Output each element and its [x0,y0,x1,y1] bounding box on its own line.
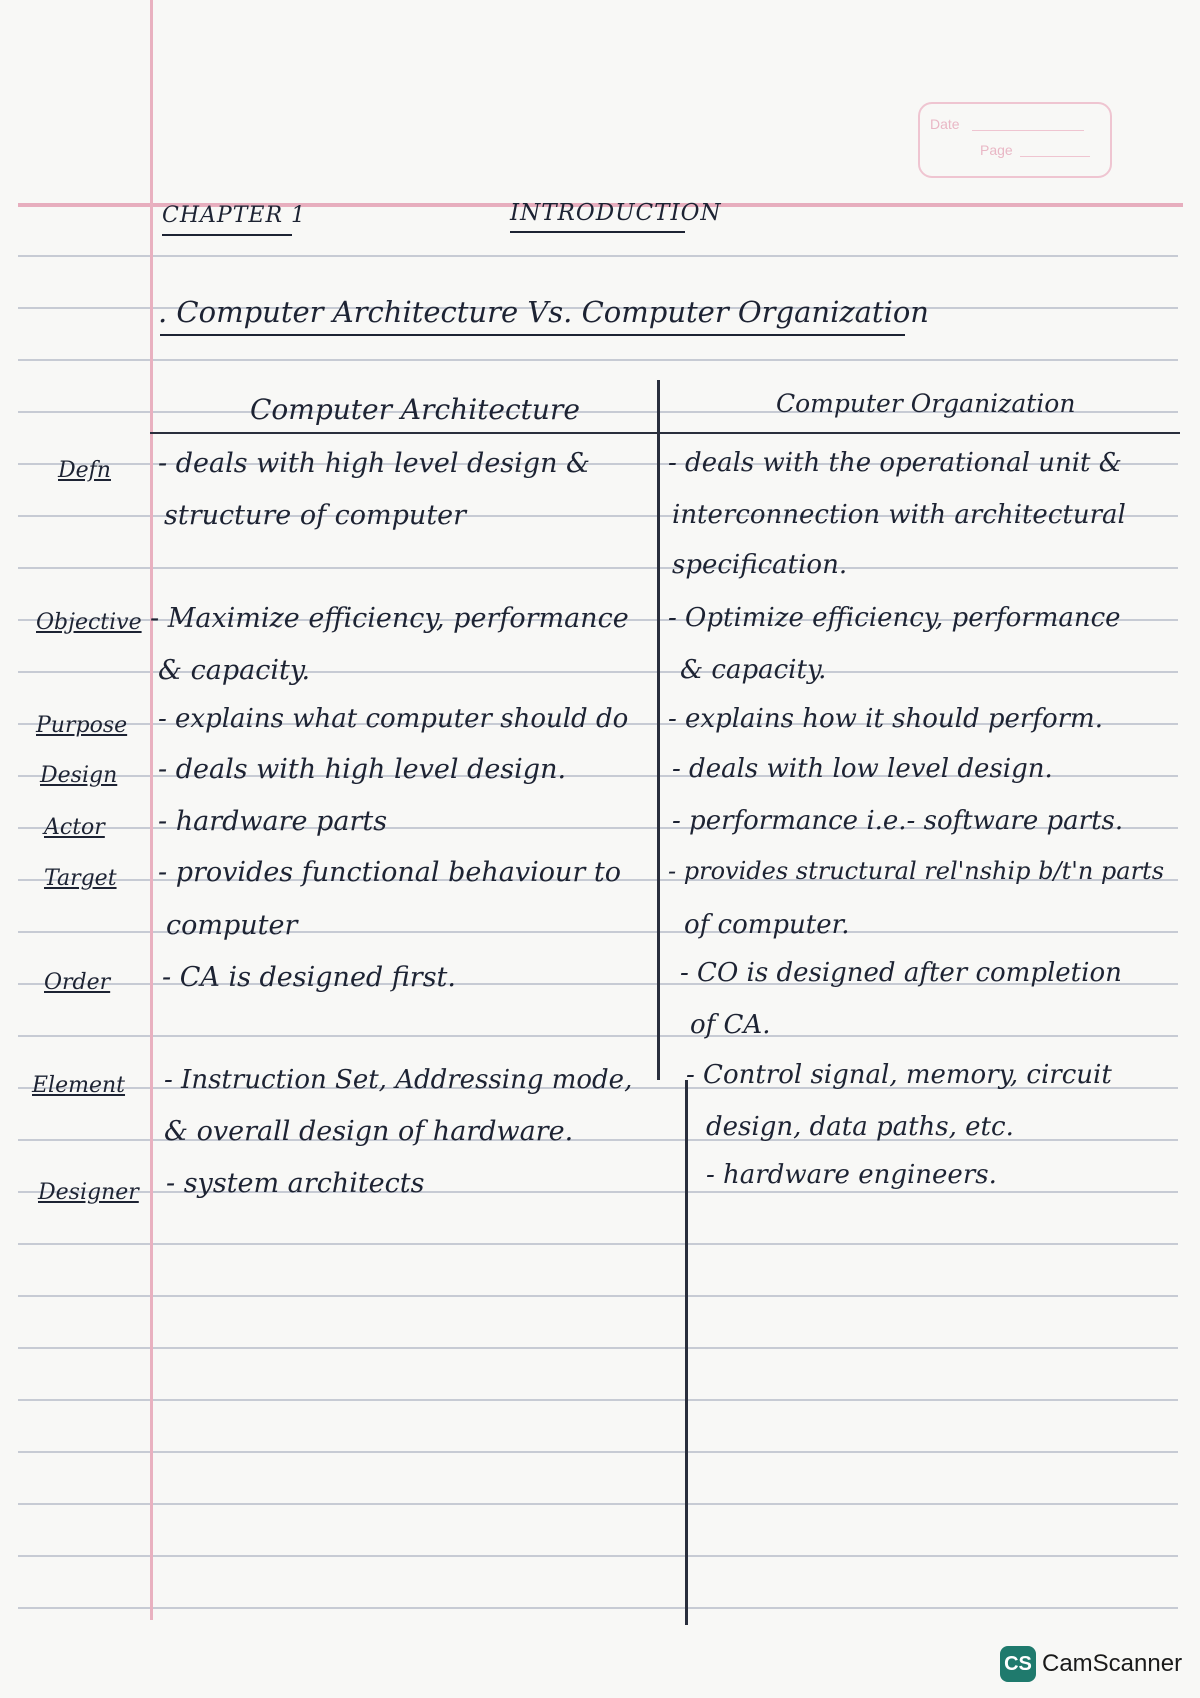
row-label: Target [44,866,117,891]
cell-organization: - CO is designed after completion [680,958,1122,988]
left-margin-line [150,0,153,1620]
cell-organization: - provides structural rel'nship b/t'n parts [668,857,1165,885]
row-label: Defn [58,458,111,483]
subtitle-underline [160,334,905,336]
cell-architecture: structure of computer [164,500,467,531]
cell-organization: design, data paths, etc. [706,1112,1014,1142]
camscanner-watermark [1000,1646,1182,1682]
date-label: Date [930,116,960,132]
cell-architecture: - hardware parts [158,806,388,837]
camscanner-icon: CS [1000,1646,1036,1682]
cell-architecture: - explains what computer should do [158,704,629,734]
ruled-line [18,1555,1178,1557]
ruled-line [18,255,1178,257]
cell-architecture: & overall design of hardware. [164,1116,574,1147]
column-header-architecture: Computer Architecture [250,393,580,426]
ruled-line [18,1399,1178,1401]
row-label: Element [32,1073,126,1098]
row-label: Order [44,970,111,995]
cell-organization: - Optimize efficiency, performance [668,603,1121,633]
page-label: Page [980,142,1013,158]
row-label: Purpose [36,713,128,738]
ruled-line [18,1035,1178,1037]
row-label: Objective [36,610,142,635]
cell-organization: - deals with the operational unit & [668,448,1122,478]
ruled-line [18,1607,1178,1609]
row-label: Design [40,763,118,788]
date-fill-line [972,130,1084,131]
section-subtitle: . Computer Architecture Vs. Computer Organization [158,295,929,329]
cell-organization: - Control signal, memory, circuit [686,1060,1112,1090]
cell-architecture: & capacity. [158,655,311,686]
cell-organization: - performance i.e.- software parts. [672,806,1124,836]
cell-architecture: - Instruction Set, Addressing mode, [164,1065,633,1095]
cell-organization: specification. [672,550,848,580]
ruled-line [18,1503,1178,1505]
header-underline [150,432,1180,434]
chapter-heading: CHAPTER 1 [162,203,306,228]
cell-architecture: computer [166,910,298,941]
cell-organization: interconnection with architectural [672,500,1126,530]
ruled-line [18,1243,1178,1245]
row-label: Actor [44,815,105,840]
cell-organization: - hardware engineers. [706,1160,997,1190]
camscanner-brand: CamScanner [1042,1650,1183,1677]
chapter-underline [162,234,292,236]
cell-architecture: - system architects [166,1168,425,1199]
title-underline [510,231,685,233]
ruled-line [18,359,1178,361]
date-page-stamp [918,102,1112,178]
column-divider-lower [685,1080,688,1625]
column-divider [657,380,660,1080]
cell-architecture: - Maximize efficiency, performance [150,603,629,634]
cell-organization: - deals with low level design. [672,754,1053,784]
cell-organization: & capacity. [680,655,827,685]
ruled-line [18,1451,1178,1453]
cell-architecture: - provides functional behaviour to [158,857,621,888]
cell-architecture: - deals with high level design & [158,448,591,479]
cell-organization: of CA. [690,1010,771,1040]
ruled-line [18,1295,1178,1297]
column-header-organization: Computer Organization [776,389,1076,418]
cell-architecture: - deals with high level design. [158,754,567,785]
ruled-line [18,567,1178,569]
ruled-line [18,1347,1178,1349]
page-fill-line [1020,156,1090,157]
cell-organization: of computer. [684,910,850,940]
row-label: Designer [38,1180,139,1205]
cell-organization: - explains how it should perform. [668,704,1103,734]
page-title: INTRODUCTION [510,200,722,226]
cell-architecture: - CA is designed first. [162,962,456,993]
